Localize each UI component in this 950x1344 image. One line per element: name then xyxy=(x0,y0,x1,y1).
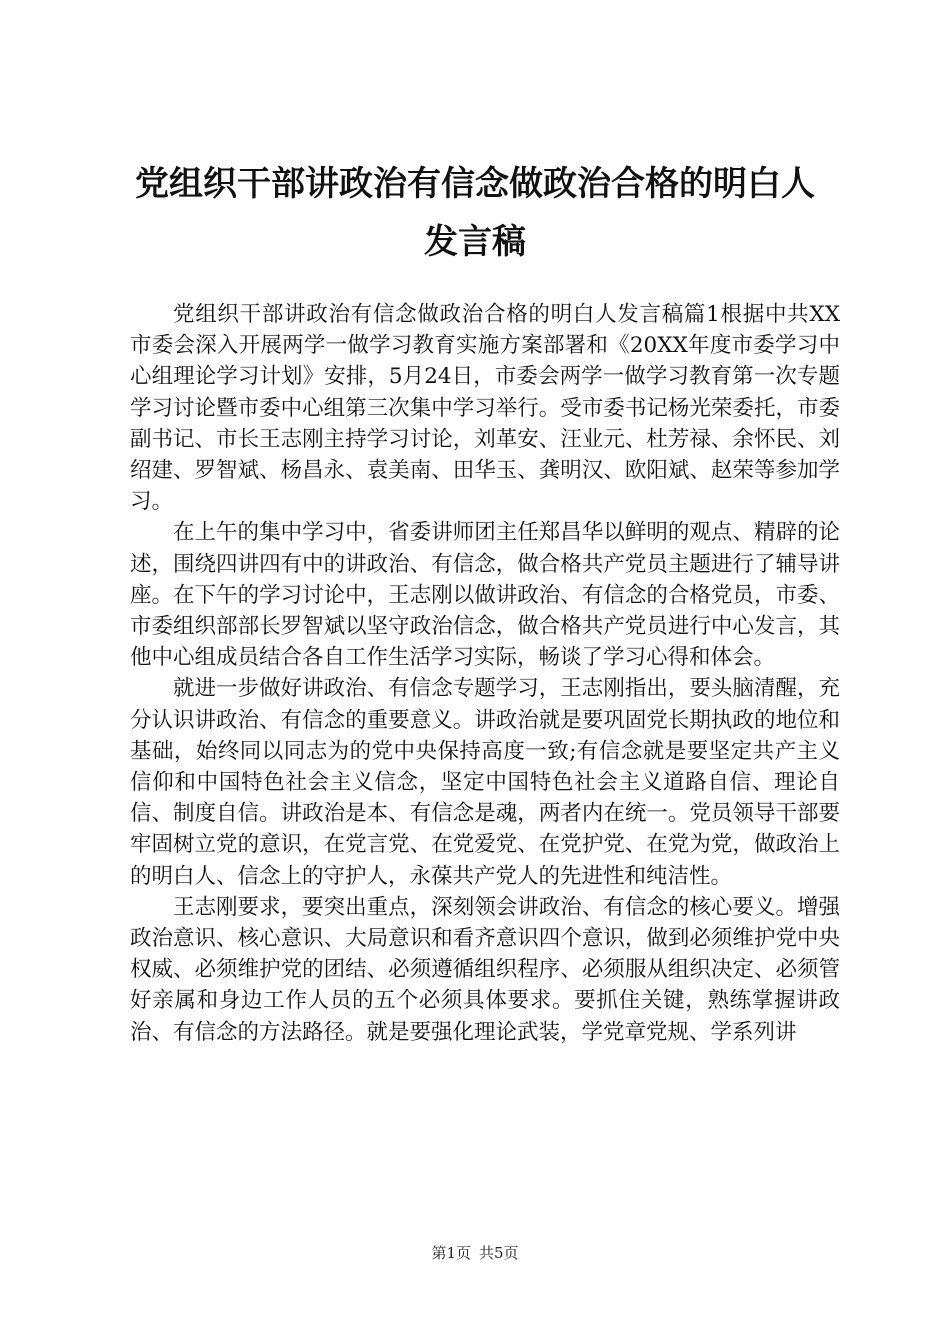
paragraph-2: 在上午的集中学习中，省委讲师团主任郑昌华以鲜明的观点、精辟的论述，围绕四讲四有中的讲政治、有信念，做合格共产党员主题进行了辅导讲座。在下午的学习讨论中，王志刚以做讲政治、有信念的合格党员，市委、市委组织部部长罗智斌以坚守政治信念，做合格共产党员进行中心发言，其他中心组成员结合各自工作生活学习实际，畅谈了学习心得和体会。 xyxy=(130,520,840,671)
paragraph-1: 党组织干部讲政治有信念做政治合格的明白人发言稿篇1根据中共XX市委会深入开展两学一做学习教育实施方案部署和《20XX年度市委学习中心组理论学习计划》安排，5月24日，市委会两学一做学习教育第一次专题学习讨论暨市委中心组第三次集中学习举行。受市委书记杨光荣委托，市委副书记、市长王志刚主持学习讨论，刘革安、汪业元、杜芳禄、余怀民、刘绍建、罗智斌、杨昌永、袁美南、田华玉、龚明汉、欧阳斌、赵荣等参加学习。 xyxy=(130,302,840,515)
paragraph-4: 王志刚要求，要突出重点，深刻领会讲政治、有信念的核心要义。增强政治意识、核心意识、大局意识和看齐意识四个意识，做到必须维护党中央权威、必须维护党的团结、必须遵循组织程序、必须服从组织决定、必须管好亲属和身边工作人员的五个必须具体要求。要抓住关键，熟练掌握讲政治、有信念的方法路径。就是要强化理论武装，学党章党规、学系列讲 xyxy=(130,894,840,1045)
document-title-line2: 发言稿 xyxy=(424,222,526,262)
document-title-line1: 党组织干部讲政治有信念做政治合格的明白人 xyxy=(135,164,815,204)
paragraph-3: 就进一步做好讲政治、有信念专题学习，王志刚指出，要头脑清醒，充分认识讲政治、有信念的重要意义。讲政治就是要巩固党长期执政的地位和基础，始终同以同志为的党中央保持高度一致;有信念就是要坚定共产主义信仰和中国特色社会主义信念，坚定中国特色社会主义道路自信、理论自信、制度自信。讲政治是本、有信念是魂，两者内在统一。党员领导干部要牢固树立党的意识，在党言党、在党爱党、在党护党、在党为党，做政治上的明白人、信念上的守护人，永葆共产党人的先进性和纯洁性。 xyxy=(130,676,840,889)
page-number-current: 第1页 xyxy=(431,1244,471,1262)
document-body xyxy=(130,299,840,1048)
page-number-total: 共5页 xyxy=(479,1244,519,1262)
page-footer xyxy=(0,1243,950,1263)
